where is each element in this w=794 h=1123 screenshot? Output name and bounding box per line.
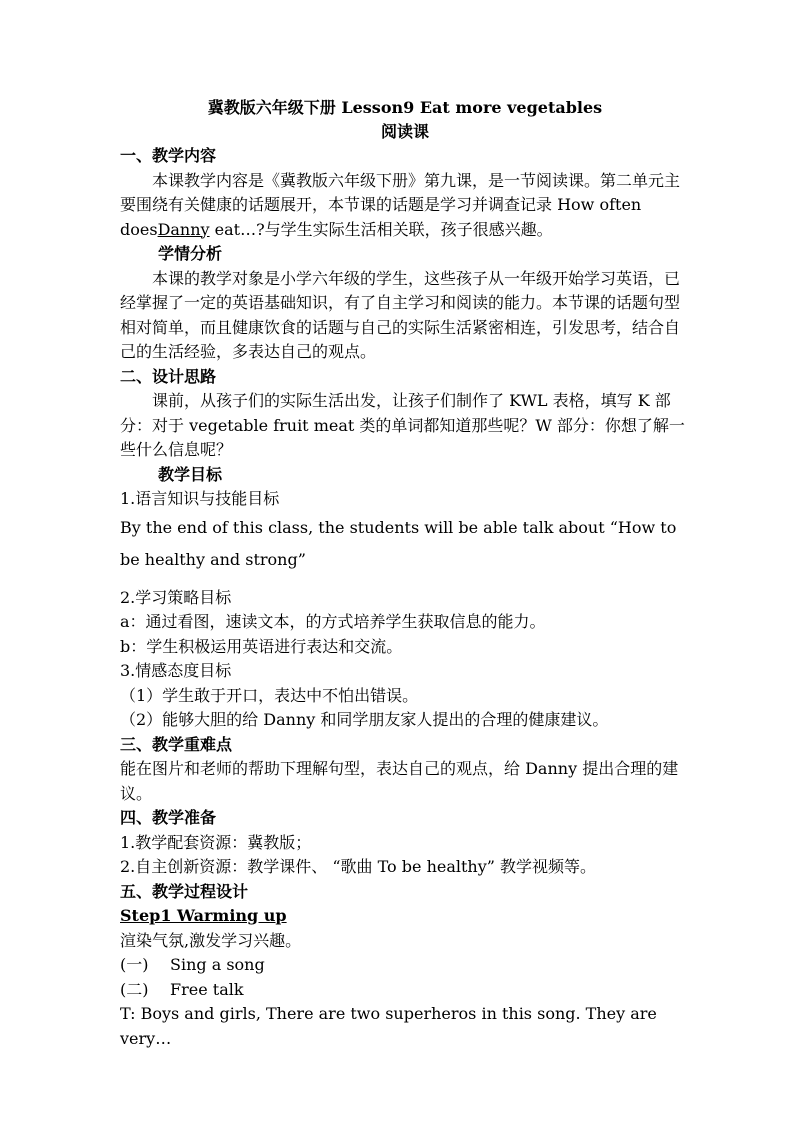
goal-2-b: b：学生积极运用英语进行表达和交流。 xyxy=(120,636,403,656)
section-5-heading: 五、教学过程设计 xyxy=(120,881,249,901)
teacher-line: T: Boys and girls, There are two superheros in this song. They are very… xyxy=(120,1004,657,1048)
goal-3-1: （1）学生敢于开口，表达中不怕出错误。 xyxy=(120,685,419,705)
goal-2-title: 2.学习策略目标 xyxy=(120,587,232,607)
step-1-text: 渲染气氛,激发学习兴趣。 xyxy=(120,930,302,950)
section-4-item-2: 2.自主创新资源：教学课件、 “歌曲 To be healthy” 教学视频等。 xyxy=(120,857,597,876)
section-3-paragraph: 能在图片和老师的帮助下理解句型，表达自己的观点，给 Danny 提出合理的建议。 xyxy=(120,759,679,803)
section-3-heading: 三、教学重难点 xyxy=(120,734,233,754)
goal-3-2: （2）能够大胆的给 Danny 和同学朋友家人提出的合理的健康建议。 xyxy=(120,710,609,729)
goal-3-title: 3.情感态度目标 xyxy=(120,661,232,680)
learner-analysis-paragraph: 本课的教学对象是小学六年级的学生，这些孩子从一年级开始学习英语，已经掌握了一定的英语基础知识，有了自主学习和阅读的能力。本节课的话题句型相对简单，而且健康饮食的话题与自己的实际生活紧密相连，引发思考，结合自己的生活经验，多表达自己的观点。 xyxy=(120,268,681,361)
danny-underlined: Danny xyxy=(157,219,210,239)
document-body xyxy=(120,96,690,1051)
list-item xyxy=(120,953,690,978)
title-line-2: 阅读课 xyxy=(380,122,429,141)
section-1-text-b: eat…?与学生实际生活相关联，孩子很感兴趣。 xyxy=(209,219,553,239)
goals-heading: 教学目标 xyxy=(158,464,223,484)
goal-1-title: 1.语言知识与技能目标 xyxy=(120,489,280,508)
list-item-number: (二) xyxy=(120,979,149,999)
spacer xyxy=(120,576,690,586)
section-1-heading: 一、教学内容 xyxy=(120,146,217,165)
learner-analysis-heading: 学情分析 xyxy=(158,244,223,263)
document-title xyxy=(120,96,690,144)
goal-2-a: a：通过看图，速读文本，的方式培养学生获取信息的能力。 xyxy=(120,612,546,631)
section-1-paragraph xyxy=(120,169,690,243)
list-item-number: (一) xyxy=(120,955,149,974)
list-item-text: Free talk xyxy=(170,979,244,999)
section-1-text-a: 本课教学内容是《冀教版六年级下册》第九课，是一节阅读课。第二单元主要围绕有关健康的话题展开，本节课的话题是学习并调查记录 How often does xyxy=(120,170,681,239)
goal-1-text: By the end of this class, the students will be able talk about “How to be healthy and strong” xyxy=(120,517,677,569)
title-line-1: 冀教版六年级下册 Lesson9 Eat more vegetables xyxy=(207,98,603,117)
step-1-heading: Step1 Warming up xyxy=(120,906,287,925)
section-2-paragraph: 课前，从孩子们的实际生活出发，让孩子们制作了 KWL 表格，填写 K 部分：对于 vegetable fruit meat 类的单词都知道那些呢？W 部分：你想了解一些什么信息呢？ xyxy=(120,391,685,459)
section-4-item-1: 1.教学配套资源：冀教版； xyxy=(120,832,312,852)
list-item-text: Sing a song xyxy=(170,955,265,974)
section-2-heading: 二、设计思路 xyxy=(120,366,217,386)
list-item xyxy=(120,978,690,1003)
section-4-heading: 四、教学准备 xyxy=(120,808,217,827)
